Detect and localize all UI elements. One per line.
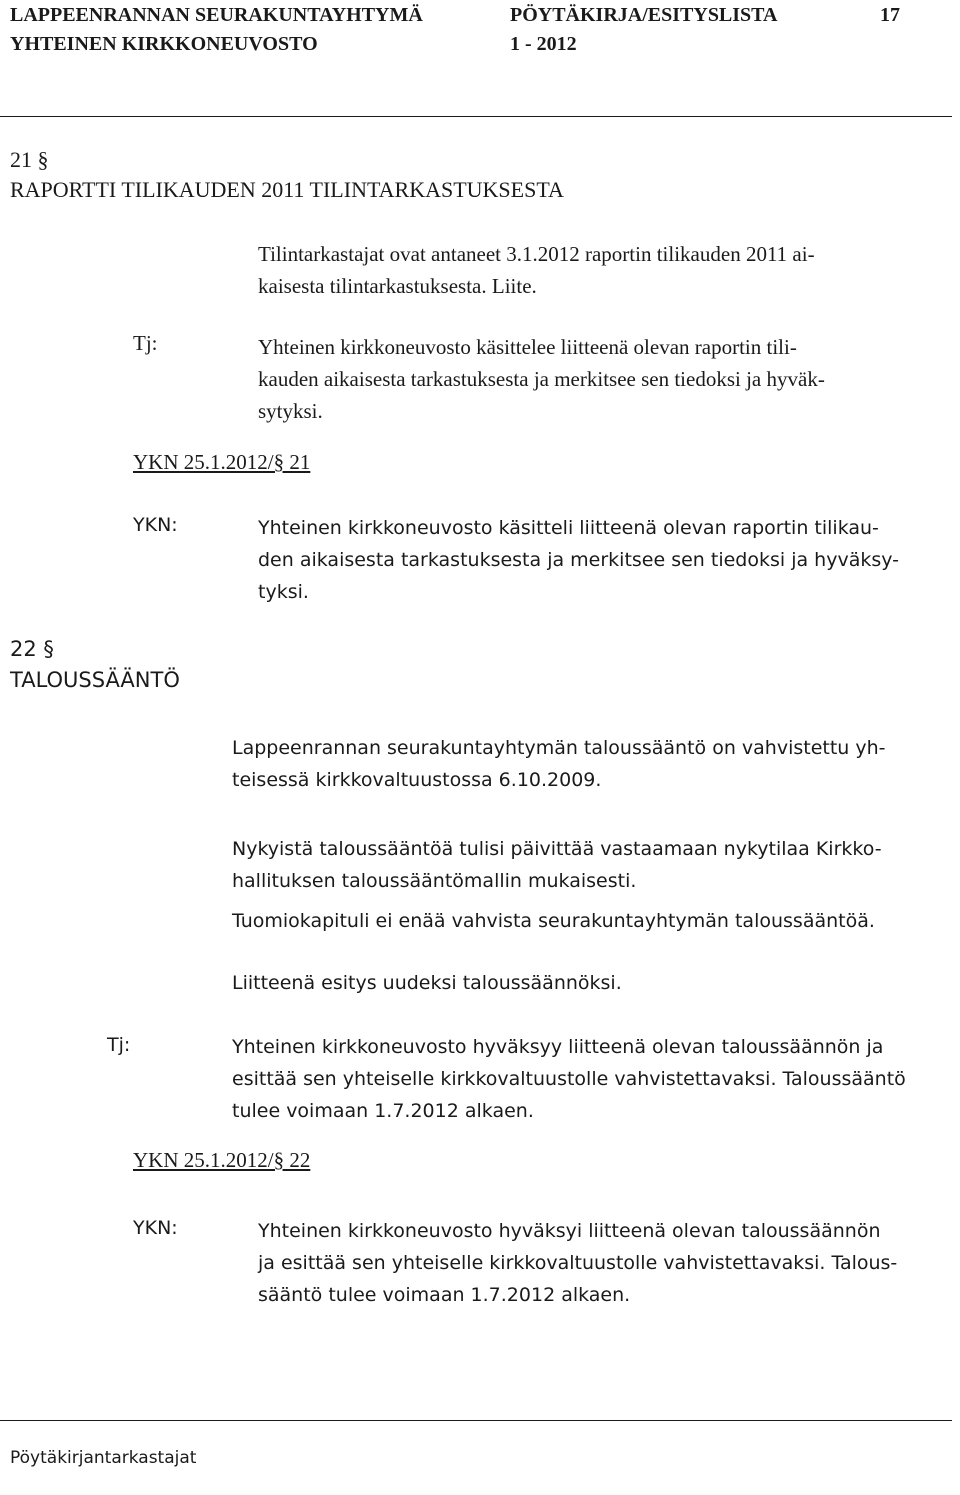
text-line: Yhteinen kirkkoneuvosto hyväksyi liitteenä olevan taloussäännön [258,1220,881,1242]
ykn-decision [258,1215,897,1311]
meeting-number: 1 - 2012 [510,33,577,55]
text-line: Yhteinen kirkkoneuvosto hyväksyy liitteenä olevan taloussäännön ja [232,1036,884,1058]
org-name: LAPPEENRANNAN SEURAKUNTAYHTYMÄ [10,4,423,26]
text-line: esittää sen yhteiselle kirkkovaltuustolle vahvistettavaksi. Taloussääntö [232,1068,906,1090]
text-line: kaisesta tilintarkastuksesta. Liite. [258,274,537,298]
text-line: sytyksi. [258,399,323,423]
paragraph-1 [232,732,886,796]
text-line: ja esittää sen yhteiselle kirkkovaltuustolle vahvistettavaksi. Talous- [258,1252,898,1274]
board-name: YHTEINEN KIRKKONEUVOSTO [10,33,318,55]
text-line: Tilintarkastajat ovat antaneet 3.1.2012 raportin tilikauden 2011 ai- [258,242,815,266]
ykn-decision [258,512,899,608]
document-type: PÖYTÄKIRJA/ESITYSLISTA [510,4,778,26]
tj-proposal [258,331,825,427]
footer-divider [0,1420,952,1421]
text-line: Nykyistä taloussääntöä tulisi päivittää vastaamaan nykytilaa Kirkko- [232,838,882,860]
text-line: teisessä kirkkovaltuustossa 6.10.2009. [232,769,602,791]
intro-paragraph [258,238,815,302]
tj-proposal [232,1031,906,1127]
decision-reference: YKN 25.1.2012/§ 22 [133,1148,311,1172]
text-line: Yhteinen kirkkoneuvosto käsittelee liitteenä olevan raportin tili- [258,335,797,359]
section-number: 22 § [10,637,54,661]
paragraph-2 [232,833,882,897]
paragraph-3: Tuomiokapituli ei enää vahvista seurakuntayhtymän taloussääntöä. [232,910,875,932]
section-title: RAPORTTI TILIKAUDEN 2011 TILINTARKASTUKSESTA [10,177,564,202]
page-number: 17 [880,4,900,26]
ykn-label: YKN: [133,514,178,536]
text-line: tyksi. [258,581,309,603]
tj-label: Tj: [133,331,158,355]
tj-label: Tj: [107,1034,131,1056]
text-line: sääntö tulee voimaan 1.7.2012 alkaen. [258,1284,631,1306]
section-number: 21 § [10,147,49,172]
header-divider [0,116,952,117]
text-line: hallituksen taloussääntömallin mukaisesti. [232,870,637,892]
decision-reference: YKN 25.1.2012/§ 21 [133,450,311,474]
paragraph-4: Liitteenä esitys uudeksi taloussäännöksi. [232,972,622,994]
footer-label: Pöytäkirjantarkastajat [10,1448,197,1468]
text-line: den aikaisesta tarkastuksesta ja merkitsee sen tiedoksi ja hyväksy- [258,549,900,571]
section-title: TALOUSSÄÄNTÖ [10,668,180,692]
text-line: Lappeenrannan seurakuntayhtymän taloussääntö on vahvistettu yh- [232,737,886,759]
text-line: Yhteinen kirkkoneuvosto käsitteli liitteenä olevan raportin tilikau- [258,517,879,539]
text-line: kauden aikaisesta tarkastuksesta ja merkitsee sen tiedoksi ja hyväk- [258,367,825,391]
text-line: tulee voimaan 1.7.2012 alkaen. [232,1100,534,1122]
ykn-label: YKN: [133,1217,178,1239]
